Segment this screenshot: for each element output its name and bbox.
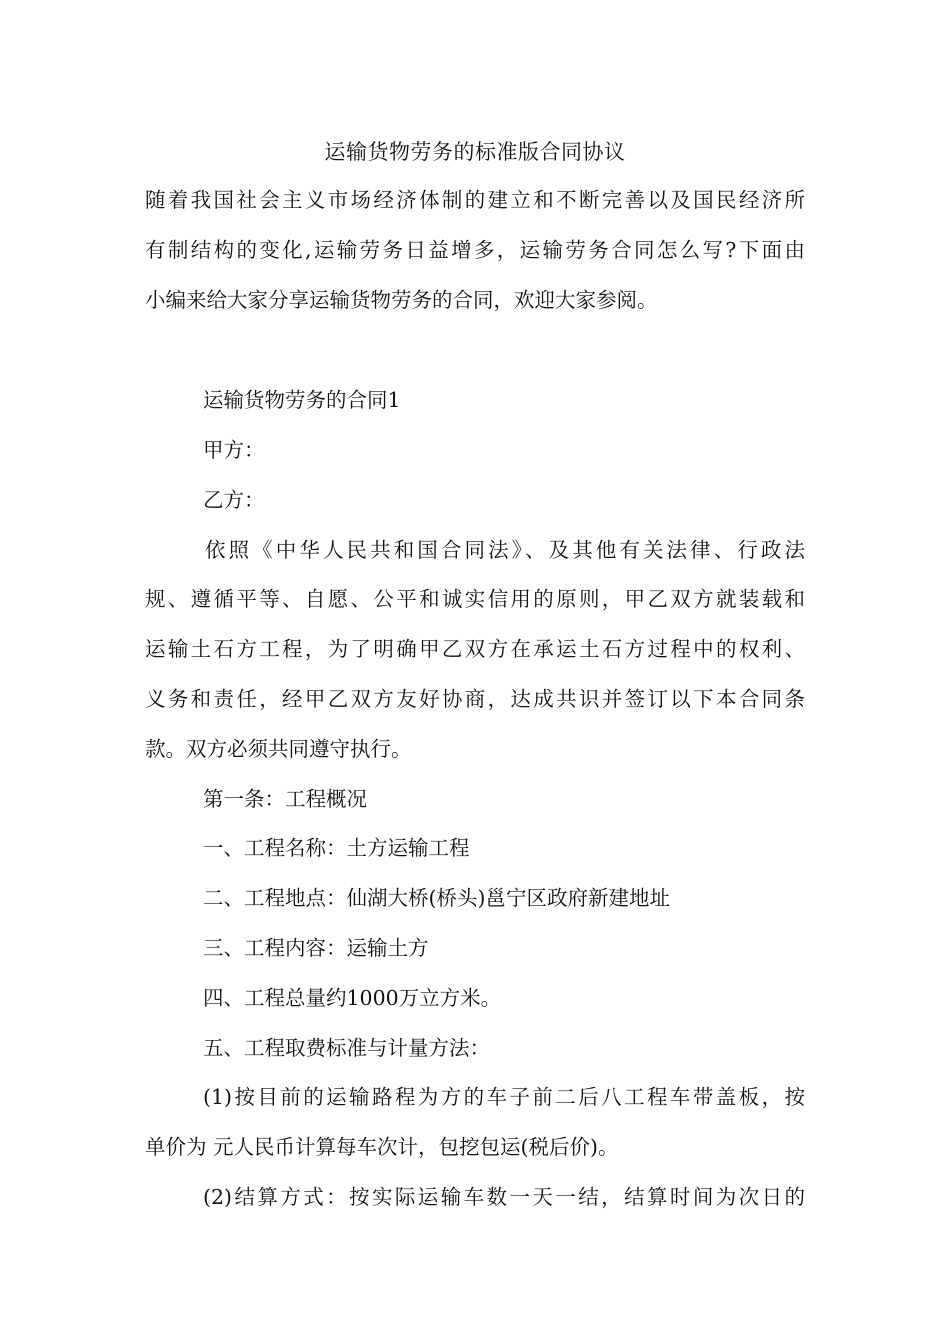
intro-line-2: 有制结构的变化,运输劳务日益增多，运输劳务合同怎么写?下面由 <box>145 238 805 262</box>
party-b-label: 乙方： <box>203 488 265 512</box>
intro-line-3: 小编来给大家分享运输货物劳务的合同，欢迎大家参阅。 <box>145 288 658 312</box>
item-project-volume: 四、工程总量约1000万立方米。 <box>203 986 502 1010</box>
preamble-line-5: 款。双方必须共同遵守执行。 <box>145 737 412 761</box>
item-fee-standard: 五、工程取费标准与计量方法： <box>203 1036 490 1060</box>
intro-line-1: 随着我国社会主义市场经济体制的建立和不断完善以及国民经济所 <box>145 188 805 212</box>
clause-1-line-2: 单价为 元人民币计算每车次计，包挖包运(税后价)。 <box>145 1135 619 1159</box>
contract-heading: 运输货物劳务的合同1 <box>203 388 401 412</box>
preamble-line-1: 依照《中华人民共和国合同法》、及其他有关法律、行政法 <box>205 538 805 562</box>
clause-2-line-1: (2)结算方式：按实际运输车数一天一结，结算时间为次日的 <box>203 1185 805 1209</box>
party-a-label: 甲方： <box>203 438 265 462</box>
item-project-name: 一、工程名称：土方运输工程 <box>203 836 470 860</box>
article-1-heading: 第一条：工程概况 <box>203 787 367 811</box>
preamble-line-4: 义务和责任，经甲乙双方友好协商，达成共识并签订以下本合同条 <box>145 687 805 711</box>
item-project-location: 二、工程地点：仙湖大桥(桥头)邕宁区政府新建地址 <box>203 886 670 910</box>
preamble-line-3: 运输土石方工程，为了明确甲乙双方在承运土石方过程中的权利、 <box>145 637 805 661</box>
item-project-content: 三、工程内容：运输土方 <box>203 936 429 960</box>
preamble-line-2: 规、遵循平等、自愿、公平和诚实信用的原则，甲乙双方就装载和 <box>145 587 805 611</box>
clause-1-line-1: (1)按目前的运输路程为方的车子前二后八工程车带盖板，按 <box>203 1085 805 1109</box>
document-title: 运输货物劳务的标准版合同协议 <box>324 140 626 164</box>
